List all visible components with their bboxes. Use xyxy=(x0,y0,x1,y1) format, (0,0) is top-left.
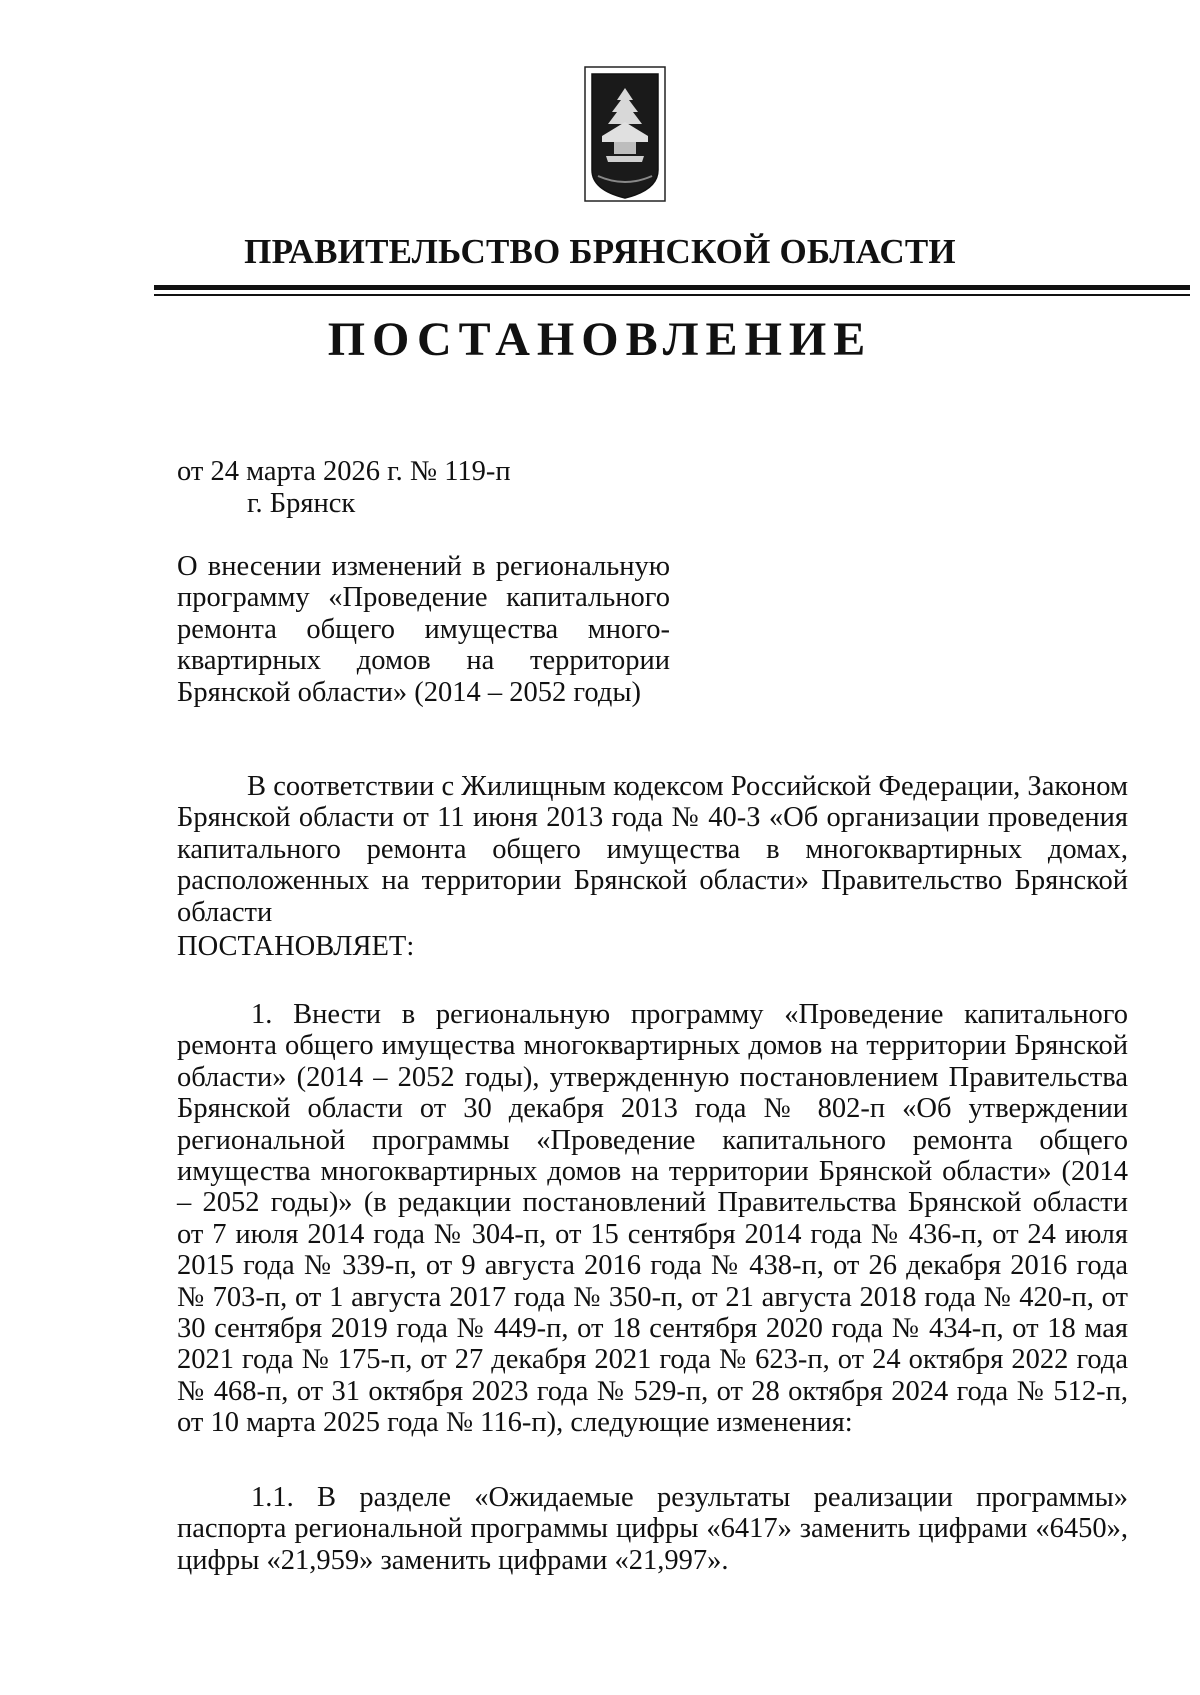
coat-of-arms-emblem xyxy=(584,66,666,202)
clause-1-1: 1.1. В разделе «Ожидаемые результаты реализации программы» паспорта региональной программы цифры «6417» заменить цифрами «6450», цифры «21,959» заменить цифрами «21,997». xyxy=(177,1482,1128,1576)
resolve-word: ПОСТАНОВЛЯЕТ: xyxy=(177,931,415,962)
preamble-paragraph: В соответствии с Жилищным кодексом Российской Федерации, Законом Брянской области от 11 июня 2013 года № 40-З «Об организации проведения капитального ремонта общего имущества в многоквартирных домах, расположенных на территории Брянской области» Правительство Брянской области xyxy=(177,771,1128,928)
document-subject: О внесении изменений в региональную программу «Проведение капитального ремонта общего имущества много-квартирных домов на территории Брянской области» (2014 – 2052 годы) xyxy=(177,551,670,708)
document-type: ПОСТАНОВЛЕНИЕ xyxy=(327,313,873,366)
clause-1: 1. Внести в региональную программу «Проведение капитального ремонта общего имущества многоквартирных домов на территории Брянской области» (2014 – 2052 годы), утвержденную постановлением Правительства Брянской области от 30 декабря 2013 года № 802-п «Об утверждении региональной программы «Проведение капитального ремонта общего имущества многоквартирных домов на территории Брянской области» (2014 – 2052 годы)» (в редакции постановлений Правительства Брянской области от 7 июля 2014 года № 304-п, от 15 сентября 2014 года № 436-п, от 24 июля 2015 года № 339-п, от 9 августа 2016 года № 438-п, от 26 декабря 2016 года № 703-п, от 1 августа 2017 года № 350-п, от 21 августа 2018 года № 420-п, от 30 сентября 2019 года № 449-п, от 18 сентября 2020 года № 434-п, от 18 мая 2021 года № 175-п, от 27 декабря 2021 года № 623-п, от 24 октября 2022 года № 468-п, от 31 октября 2023 года № 529-п, от 28 октября 2024 года № 512-п, от 10 марта 2025 года № 116-п), следующие изменения: xyxy=(177,999,1128,1439)
header-rule-thin xyxy=(154,294,1190,296)
document-city: г. Брянск xyxy=(247,488,356,519)
document-date-number: от 24 марта 2026 г. № 119-п xyxy=(177,456,511,487)
header-rule-thick xyxy=(154,285,1190,290)
authority-title: ПРАВИТЕЛЬСТВО БРЯНСКОЙ ОБЛАСТИ xyxy=(244,232,956,271)
